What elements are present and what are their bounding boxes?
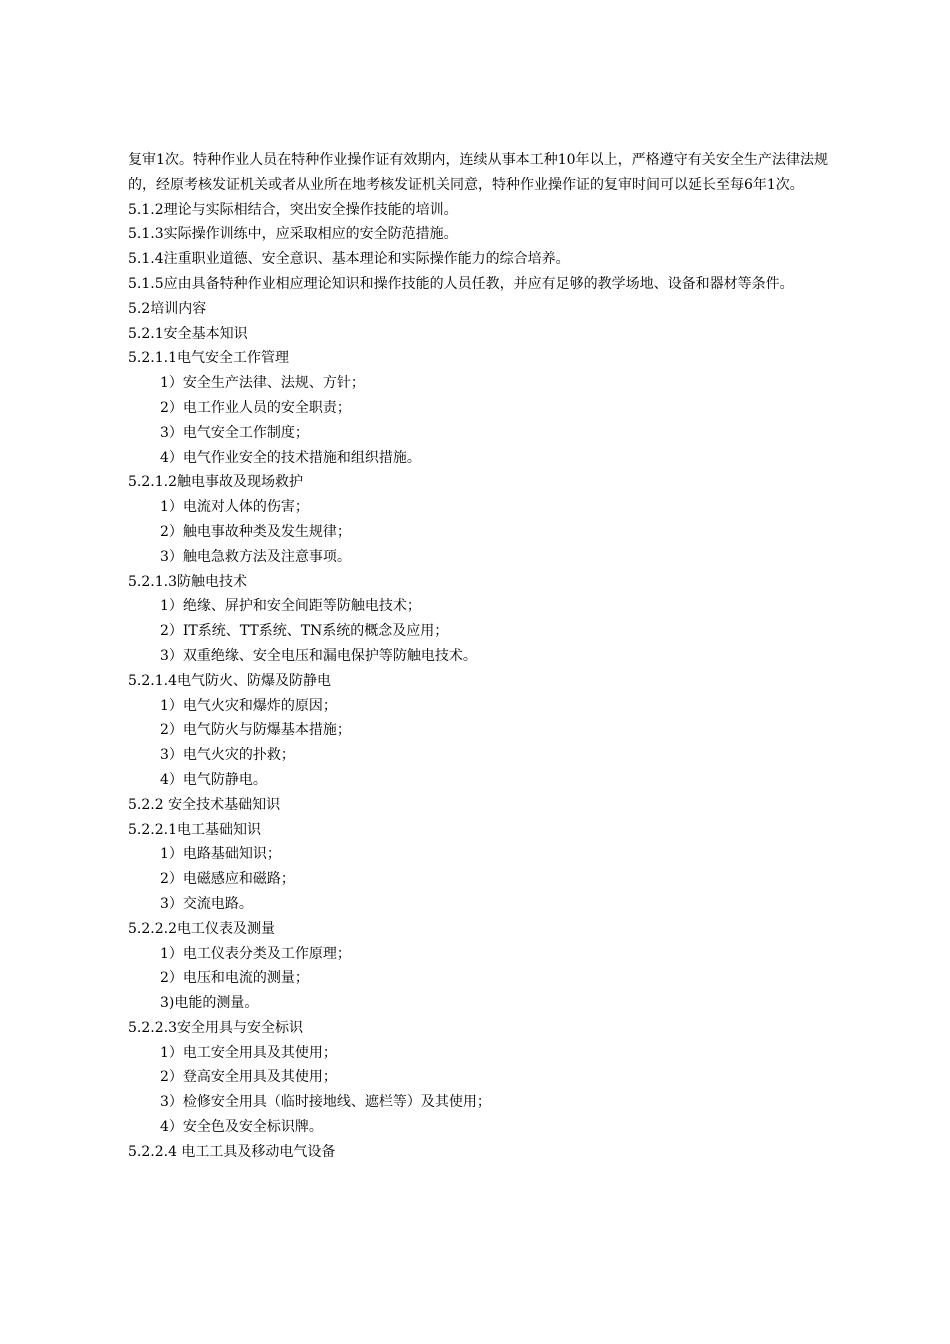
list-item: 2）电工作业人员的安全职责；	[160, 399, 351, 416]
list-item: 1）电工安全用具及其使用；	[160, 1044, 337, 1061]
list-item: 2）登高安全用具及其使用；	[160, 1069, 337, 1086]
clause-5-1-3: 5.1.3实际操作训练中，应采取相应的安全防范措施。	[128, 226, 458, 243]
clause-5-1-5: 5.1.5应由具备特种作业相应理论知识和操作技能的人员任教，并应有足够的教学场地、设备和器材等条件。	[128, 275, 794, 292]
section-5-2-1-4-heading: 5.2.1.4电气防火、防爆及防静电	[128, 672, 331, 689]
list-item: 3）电气安全工作制度；	[160, 424, 309, 441]
list-item: 1）绝缘、屏护和安全间距等防触电技术；	[160, 598, 421, 615]
list-item: 1）电工仪表分类及工作原理；	[160, 945, 351, 962]
document-page	[128, 148, 828, 1165]
section-5-2-2-heading: 5.2.2 安全技术基础知识	[128, 796, 281, 813]
clause-5-1-4: 5.1.4注重职业道德、安全意识、基本理论和实际操作能力的综合培养。	[128, 251, 570, 268]
section-5-2-1-2-heading: 5.2.1.2触电事故及现场救护	[128, 474, 303, 491]
list-item: 2）电气防火与防爆基本措施；	[160, 722, 351, 739]
section-5-2-1-heading: 5.2.1安全基本知识	[128, 325, 248, 342]
list-item: 4）安全色及安全标识牌。	[160, 1119, 323, 1136]
list-item: 3）触电急救方法及注意事项。	[160, 548, 351, 565]
section-5-2-2-2-heading: 5.2.2.2电工仪表及测量	[128, 920, 275, 937]
list-item: 3）检修安全用具（临时接地线、遮栏等）及其使用；	[160, 1094, 491, 1111]
section-5-2-2-3-heading: 5.2.2.3安全用具与安全标识	[128, 1019, 303, 1036]
list-item: 1）安全生产法律、法规、方针；	[160, 375, 365, 392]
section-5-2-2-4-heading: 5.2.2.4 电工工具及移动电气设备	[128, 1143, 336, 1160]
list-item: 3）交流电路。	[160, 895, 253, 912]
list-item: 3)电能的测量。	[160, 995, 259, 1012]
list-item: 2）电压和电流的测量；	[160, 970, 309, 987]
list-item: 4）电气防静电。	[160, 771, 267, 788]
list-item: 3）双重绝缘、安全电压和漏电保护等防触电技术。	[160, 647, 477, 664]
list-item: 2）IT系统、TT系统、TN系统的概念及应用；	[160, 623, 449, 640]
list-item: 1）电气火灾和爆炸的原因；	[160, 697, 337, 714]
list-item: 1）电路基础知识；	[160, 846, 281, 863]
list-item: 1）电流对人体的伤害；	[160, 499, 309, 516]
intro-paragraph: 复审1次。特种作业人员在特种作业操作证有效期内，连续从事本工种10年以上，严格遵守有关安全生产法律法规的，经原考核发证机关或者从业所在地考核发证机关同意，特种作业操作证的复审时间可以延长至每6年1次。	[128, 152, 828, 193]
list-item: 2）电磁感应和磁路；	[160, 871, 295, 888]
section-5-2-1-3-heading: 5.2.1.3防触电技术	[128, 573, 247, 590]
clause-5-1-2: 5.1.2理论与实际相结合，突出安全操作技能的培训。	[128, 201, 458, 218]
section-5-2-2-1-heading: 5.2.2.1电工基础知识	[128, 821, 261, 838]
list-item: 4）电气作业安全的技术措施和组织措施。	[160, 449, 421, 466]
section-5-2-heading: 5.2培训内容	[128, 300, 207, 317]
list-item: 3）电气火灾的扑救；	[160, 747, 295, 764]
section-5-2-1-1-heading: 5.2.1.1电气安全工作管理	[128, 350, 289, 367]
list-item: 2）触电事故种类及发生规律；	[160, 523, 351, 540]
